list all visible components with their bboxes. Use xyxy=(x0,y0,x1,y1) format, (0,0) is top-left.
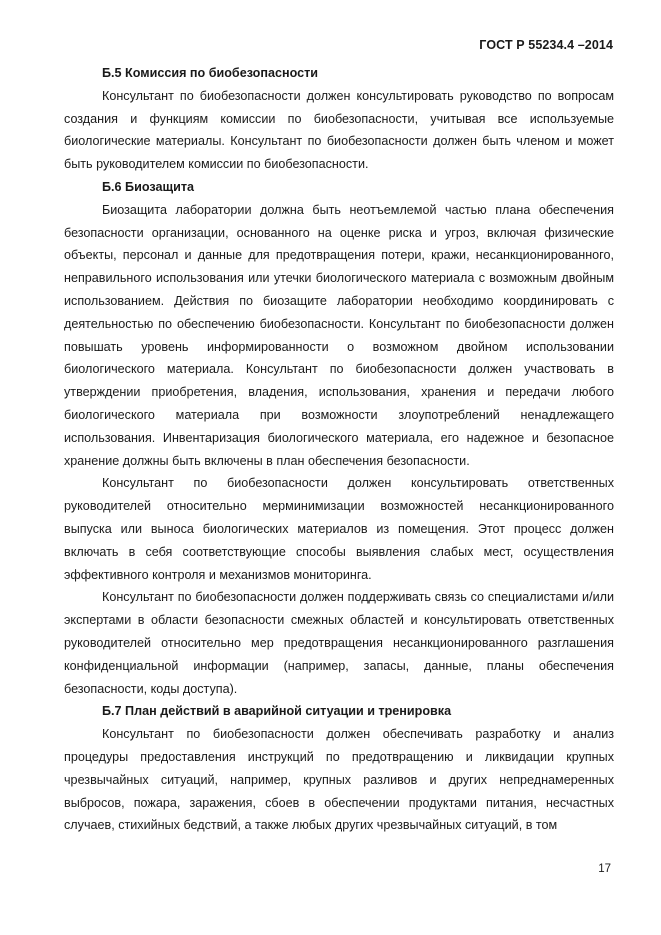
page-number: 17 xyxy=(598,863,611,875)
document-header: ГОСТ Р 55234.4 –2014 xyxy=(479,38,613,52)
paragraph: Биозащита лаборатории должна быть неотъемлемой частью плана обеспечения безопасности организации, основанного на оценке риска и угроз, включая физические объекты, персонал и данные для предотвращения потери, кражи, несанкционированного, неправильного использования или утечки биологического материала с возможным двойным использованием. Действия по биозащите лаборатории необходимо координировать с деятельностью по обеспечению биобезопасности. Консультант по биобезопасности должен повышать уровень информированности о возможном двойном использовании биологического материала. Консультант по биобезопасности должен участвовать в утверждении приобретения, владения, использования, хранения и передачи любого биологического материала при возможности злоупотреблений ненадлежащего использования. Инвентаризация биологического материала, его надежное и безопасное хранение должны быть включены в план обеспечения безопасности. xyxy=(64,202,614,468)
paragraph: Консультант по биобезопасности должен поддерживать связь со специалистами и/или экспертами в области безопасности смежных областей и консультировать ответственных руководителей относительно мер предотвращения несанкционированного разглашения конфиденциальной информации (например, запасы, данные, планы обеспечения безопасности, коды доступа). xyxy=(64,590,614,696)
paragraph: Консультант по биобезопасности должен консультировать руководство по вопросам создания и функциям комиссии по биобезопасности, учитывая все используемые биологические материалы. Консультант по биобезопасности должен быть членом и может быть руководителем комиссии по биобезопасности. xyxy=(64,88,614,172)
section-title-b6: Б.6 Биозащита xyxy=(102,179,195,194)
paragraph: Консультант по биобезопасности должен обеспечивать разработку и анализ процедуры предоставления инструкций по предотвращению и ликвидации крупных чрезвычайных ситуаций, например, крупных разливов и других непреднамеренных выбросов, пожара, заражения, сбоев в обеспечении продуктами питания, несчастных случаев, стихийных бедствий, а также любых других чрезвычайных ситуаций, в том xyxy=(64,727,614,833)
section-title-b7: Б.7 План действий в аварийной ситуации и тренировка xyxy=(102,704,452,719)
section-title-b5: Б.5 Комиссия по биобезопасности xyxy=(102,66,319,80)
document-body xyxy=(64,62,614,837)
paragraph: Консультант по биобезопасности должен консультировать ответственных руководителей относительно мерминимизации возможностей несанкционированного выпуска или выноса биологических материалов из помещения. Этот процесс должен включать в себя соответствующие способы выявления слабых мест, осуществления эффективного контроля и механизмов мониторинга. xyxy=(64,476,614,582)
